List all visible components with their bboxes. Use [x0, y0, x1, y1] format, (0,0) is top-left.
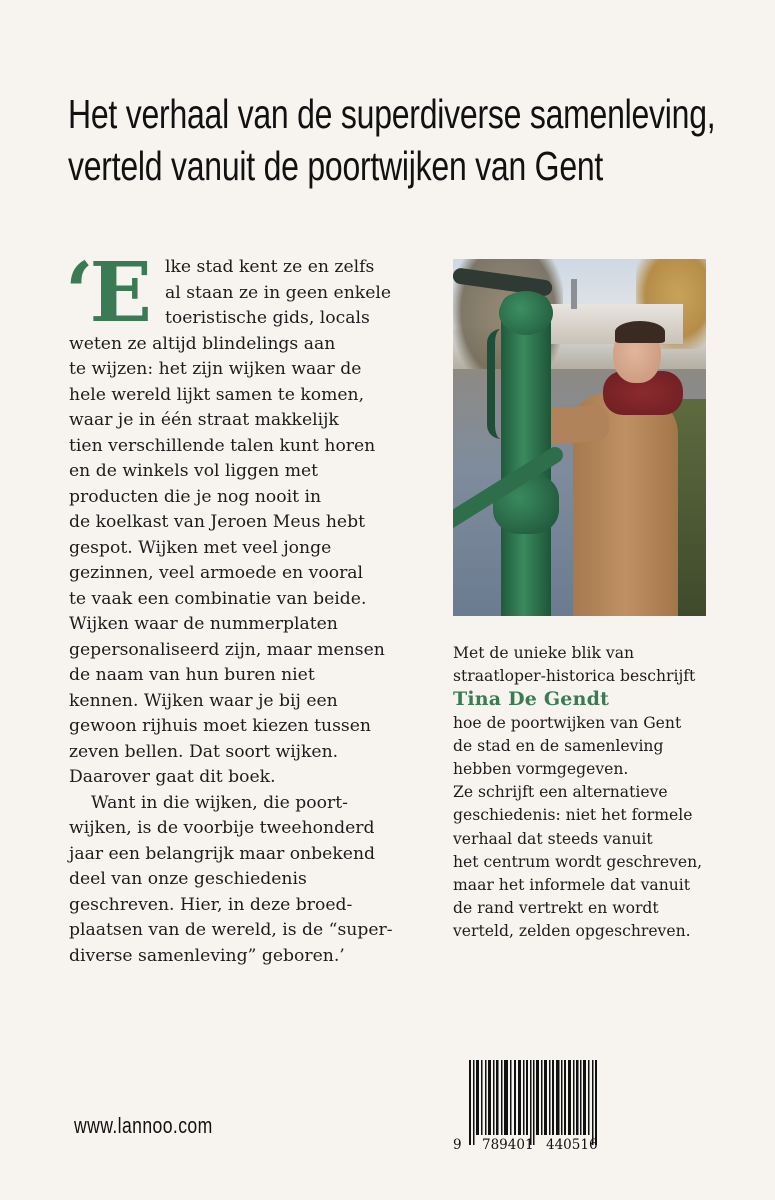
author-photo: [453, 259, 706, 616]
blurb-line: Met de unieke blik van: [453, 644, 635, 662]
blurb-line: de rand vertrekt en wordt: [453, 899, 659, 918]
excerpt-line: geschreven. Hier, in deze broed-: [69, 894, 353, 915]
excerpt-line: gespot. Wijken met veel jonge: [69, 537, 332, 558]
blurb-line: straatloper-historica beschrijft: [453, 667, 696, 686]
excerpt-line: Daarover gaat dit boek.: [69, 767, 276, 787]
blurb-line: maar het informele dat vanuit: [453, 875, 691, 894]
photo-church-spire: [571, 279, 577, 309]
author-name: Tina De Gendt: [453, 688, 610, 711]
excerpt: [65, 245, 429, 969]
blurb-line: hebben vormgegeven.: [453, 759, 629, 778]
blurb-line: de stad en de samenleving: [453, 736, 664, 755]
excerpt-line: Wijken waar de nummerplaten: [69, 614, 338, 634]
excerpt-line: zeven bellen. Dat soort wijken.: [69, 741, 339, 762]
excerpt-line: te vaak een combinatie van beide.: [69, 588, 367, 609]
headline: [68, 88, 716, 192]
excerpt-line: kennen. Wijken waar je bij een: [69, 690, 338, 711]
blurb-line: geschiedenis: niet het formele: [453, 806, 693, 825]
publisher-website-link[interactable]: www.lannoo.com: [74, 1113, 213, 1138]
author-blurb: [453, 642, 763, 943]
isbn-first-digit: 9: [453, 1137, 462, 1153]
excerpt-line: de naam van hun buren niet: [69, 665, 315, 685]
excerpt-line: de koelkast van Jeroen Meus hebt: [69, 512, 366, 532]
dropcap: ‘E: [65, 245, 149, 341]
blurb-line: Ze schrijft een alternatieve: [453, 783, 668, 802]
isbn-left-digits: 789401: [482, 1137, 534, 1153]
photo-railing-hook: [487, 329, 515, 439]
headline-line-1: Het verhaal van de superdiverse samenleving,: [68, 91, 716, 137]
excerpt-line: Want in die wijken, die poort-: [91, 792, 348, 813]
excerpt-line: gepersonaliseerd zijn, maar mensen: [69, 639, 385, 660]
excerpt-line: toeristische gids, locals: [165, 308, 370, 328]
isbn-right-digits: 440516: [546, 1137, 598, 1153]
excerpt-line: lke stad kent ze en zelfs: [165, 257, 375, 277]
excerpt-line: plaatsen van de wereld, is de “super-: [69, 920, 393, 940]
excerpt-line: diverse samenleving” geboren.’: [69, 945, 345, 966]
excerpt-line: wijken, is de voorbije tweehonderd: [69, 818, 375, 838]
photo-hair: [615, 321, 665, 343]
excerpt-line: waar je in één straat makkelijk: [69, 410, 339, 430]
headline-line-2: verteld vanuit de poortwijken van Gent: [68, 143, 604, 189]
excerpt-line: en de winkels vol liggen met: [69, 461, 319, 481]
excerpt-line: al staan ze in geen enkele: [165, 282, 392, 303]
excerpt-line: te wijzen: het zijn wijken waar de: [69, 359, 362, 379]
excerpt-line: gewoon rijhuis moet kiezen tussen: [69, 716, 371, 736]
blurb-line: verhaal dat steeds vanuit: [453, 829, 653, 848]
excerpt-line: jaar een belangrijk maar onbekend: [69, 843, 376, 864]
excerpt-line: gezinnen, veel armoede en vooral: [69, 563, 364, 583]
excerpt-line: tien verschillende talen kunt horen: [69, 435, 376, 456]
excerpt-line: deel van onze geschiedenis: [69, 869, 307, 889]
excerpt-line: weten ze altijd blindelings aan: [69, 333, 336, 354]
blurb-line: verteld, zelden opgeschreven.: [453, 922, 691, 941]
barcode-bars-icon: [452, 1060, 612, 1145]
blurb-line: hoe de poortwijken van Gent: [453, 713, 682, 732]
blurb-line: het centrum wordt geschreven,: [453, 852, 703, 871]
excerpt-line: hele wereld lijkt samen te komen,: [69, 384, 365, 405]
excerpt-line: producten die je nog nooit in: [69, 486, 322, 507]
